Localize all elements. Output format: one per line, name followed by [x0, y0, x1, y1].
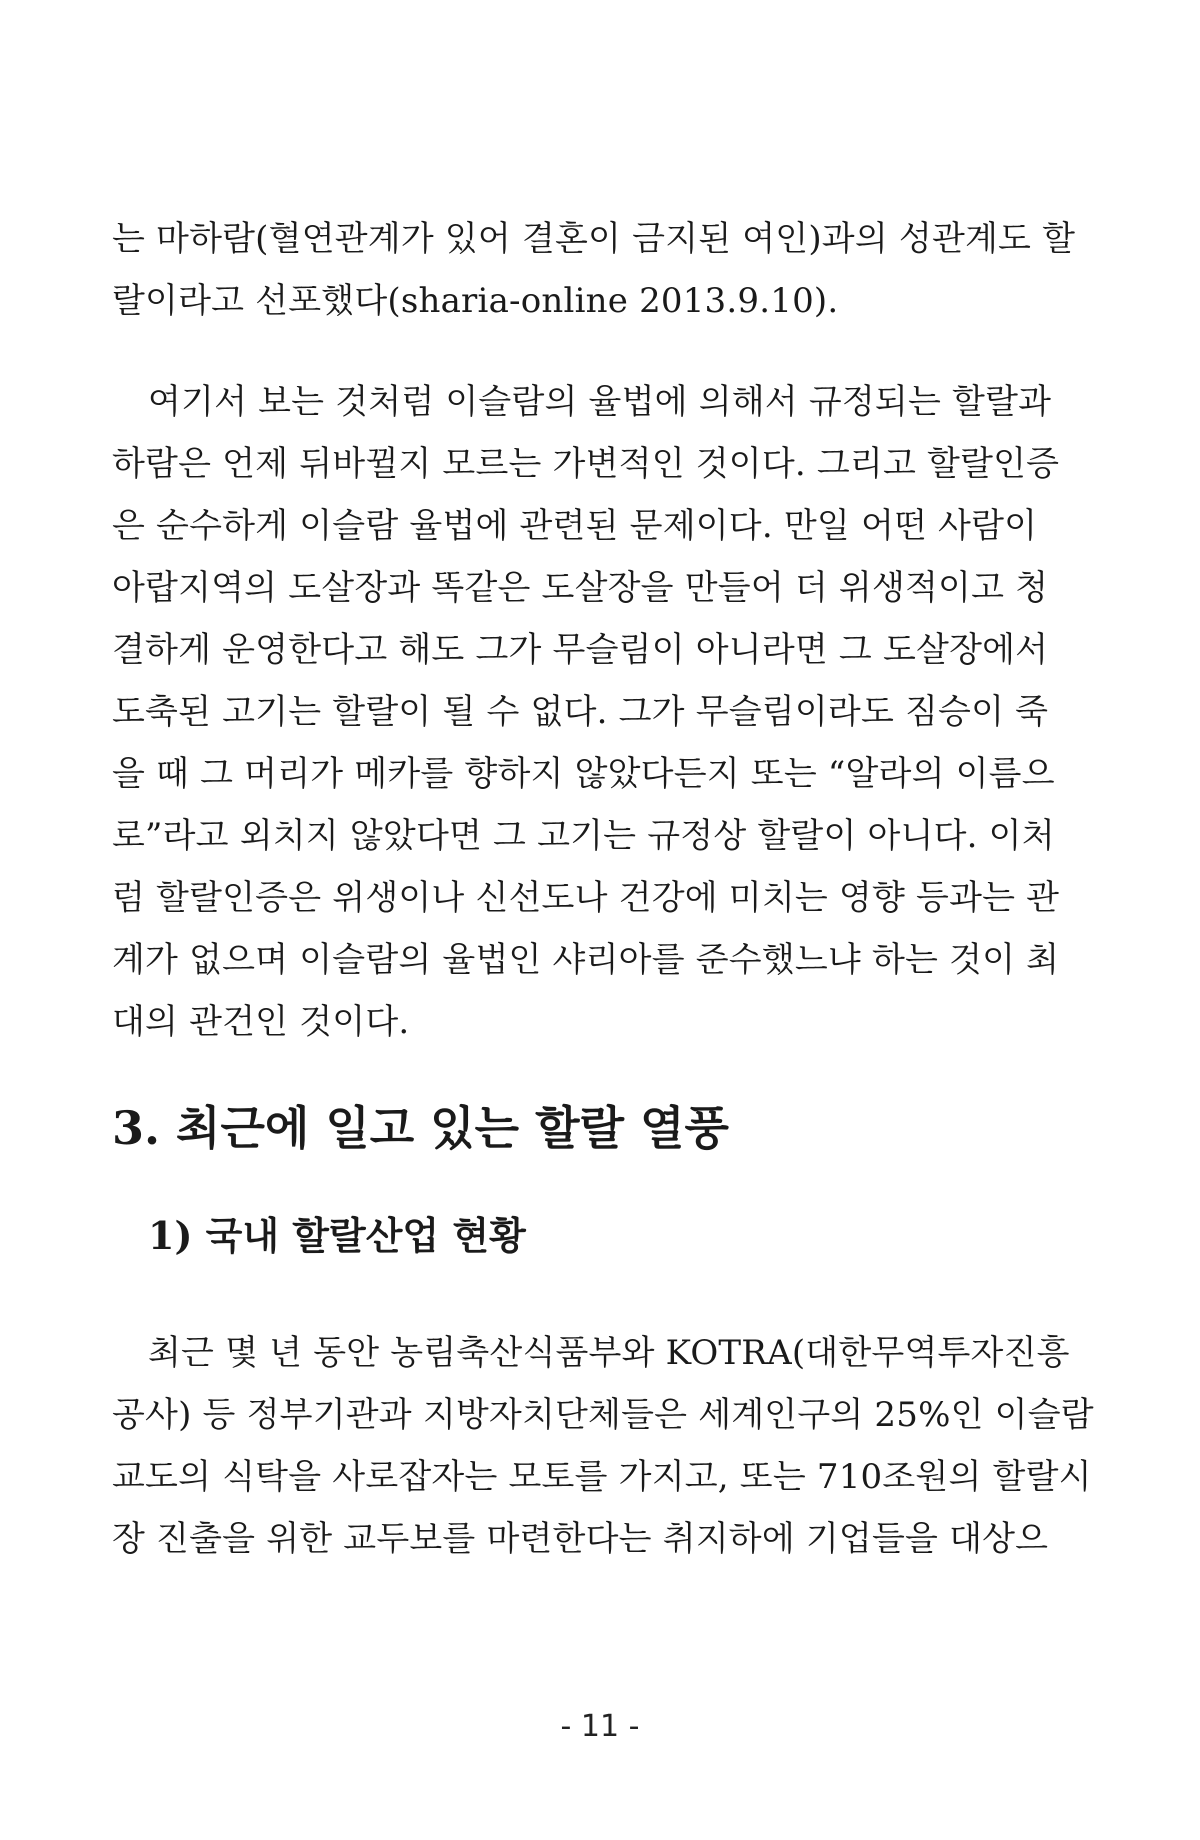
text-line: 을 때 그 머리가 메카를 향하지 않았다든지 또는 “알라의 이름으	[112, 754, 1055, 794]
text-line: 대의 관건인 것이다.	[112, 1002, 410, 1042]
text-line: 공사) 등 정부기관과 지방자치단체들은 세계인구의 25%인 이슬람	[112, 1395, 1094, 1435]
text-line: 은 순수하게 이슬람 율법에 관련된 문제이다. 만일 어떤 사람이	[112, 506, 1038, 546]
text-line: 랄이라고 선포했다(sharia-online 2013.9.10).	[112, 281, 839, 321]
paragraph-3	[112, 1322, 1094, 1570]
text-line: 여기서 보는 것처럼 이슬람의 율법에 의해서 규정되는 할랄과	[148, 382, 1052, 422]
text-line: 하람은 언제 뒤바뀔지 모르는 가변적인 것이다. 그리고 할랄인증	[112, 444, 1060, 484]
text-line: 로”라고 외치지 않았다면 그 고기는 규정상 할랄이 아니다. 이처	[112, 816, 1055, 856]
subsection-heading: 1) 국내 할랄산업 현황	[148, 1213, 526, 1258]
text-line: 최근 몇 년 동안 농림축산식품부와 KOTRA(대한무역투자진흥	[148, 1333, 1070, 1373]
paragraph-1	[112, 208, 1076, 332]
text-line: 아랍지역의 도살장과 똑같은 도살장을 만들어 더 위생적이고 청	[112, 568, 1049, 608]
text-line: 교도의 식탁을 사로잡자는 모토를 가지고, 또는 710조원의 할랄시	[112, 1457, 1092, 1497]
text-line: 결하게 운영한다고 해도 그가 무슬림이 아니라면 그 도살장에서	[112, 630, 1049, 670]
text-line: 장 진출을 위한 교두보를 마련한다는 취지하에 기업들을 대상으	[112, 1519, 1049, 1559]
text-line: 는 마하람(혈연관계가 있어 결혼이 금지된 여인)과의 성관계도 할	[112, 219, 1076, 259]
paragraph-2	[112, 371, 1060, 1053]
text-line: 계가 없으며 이슬람의 율법인 샤리아를 준수했느냐 하는 것이 최	[112, 940, 1060, 980]
text-line: 럼 할랄인증은 위생이나 신선도나 건강에 미치는 영향 등과는 관	[112, 878, 1060, 918]
page-number: - 11 -	[560, 1709, 640, 1744]
section-heading: 3. 최근에 일고 있는 할랄 열풍	[112, 1101, 729, 1155]
text-line: 도축된 고기는 할랄이 될 수 없다. 그가 무슬림이라도 짐승이 죽	[112, 692, 1049, 732]
